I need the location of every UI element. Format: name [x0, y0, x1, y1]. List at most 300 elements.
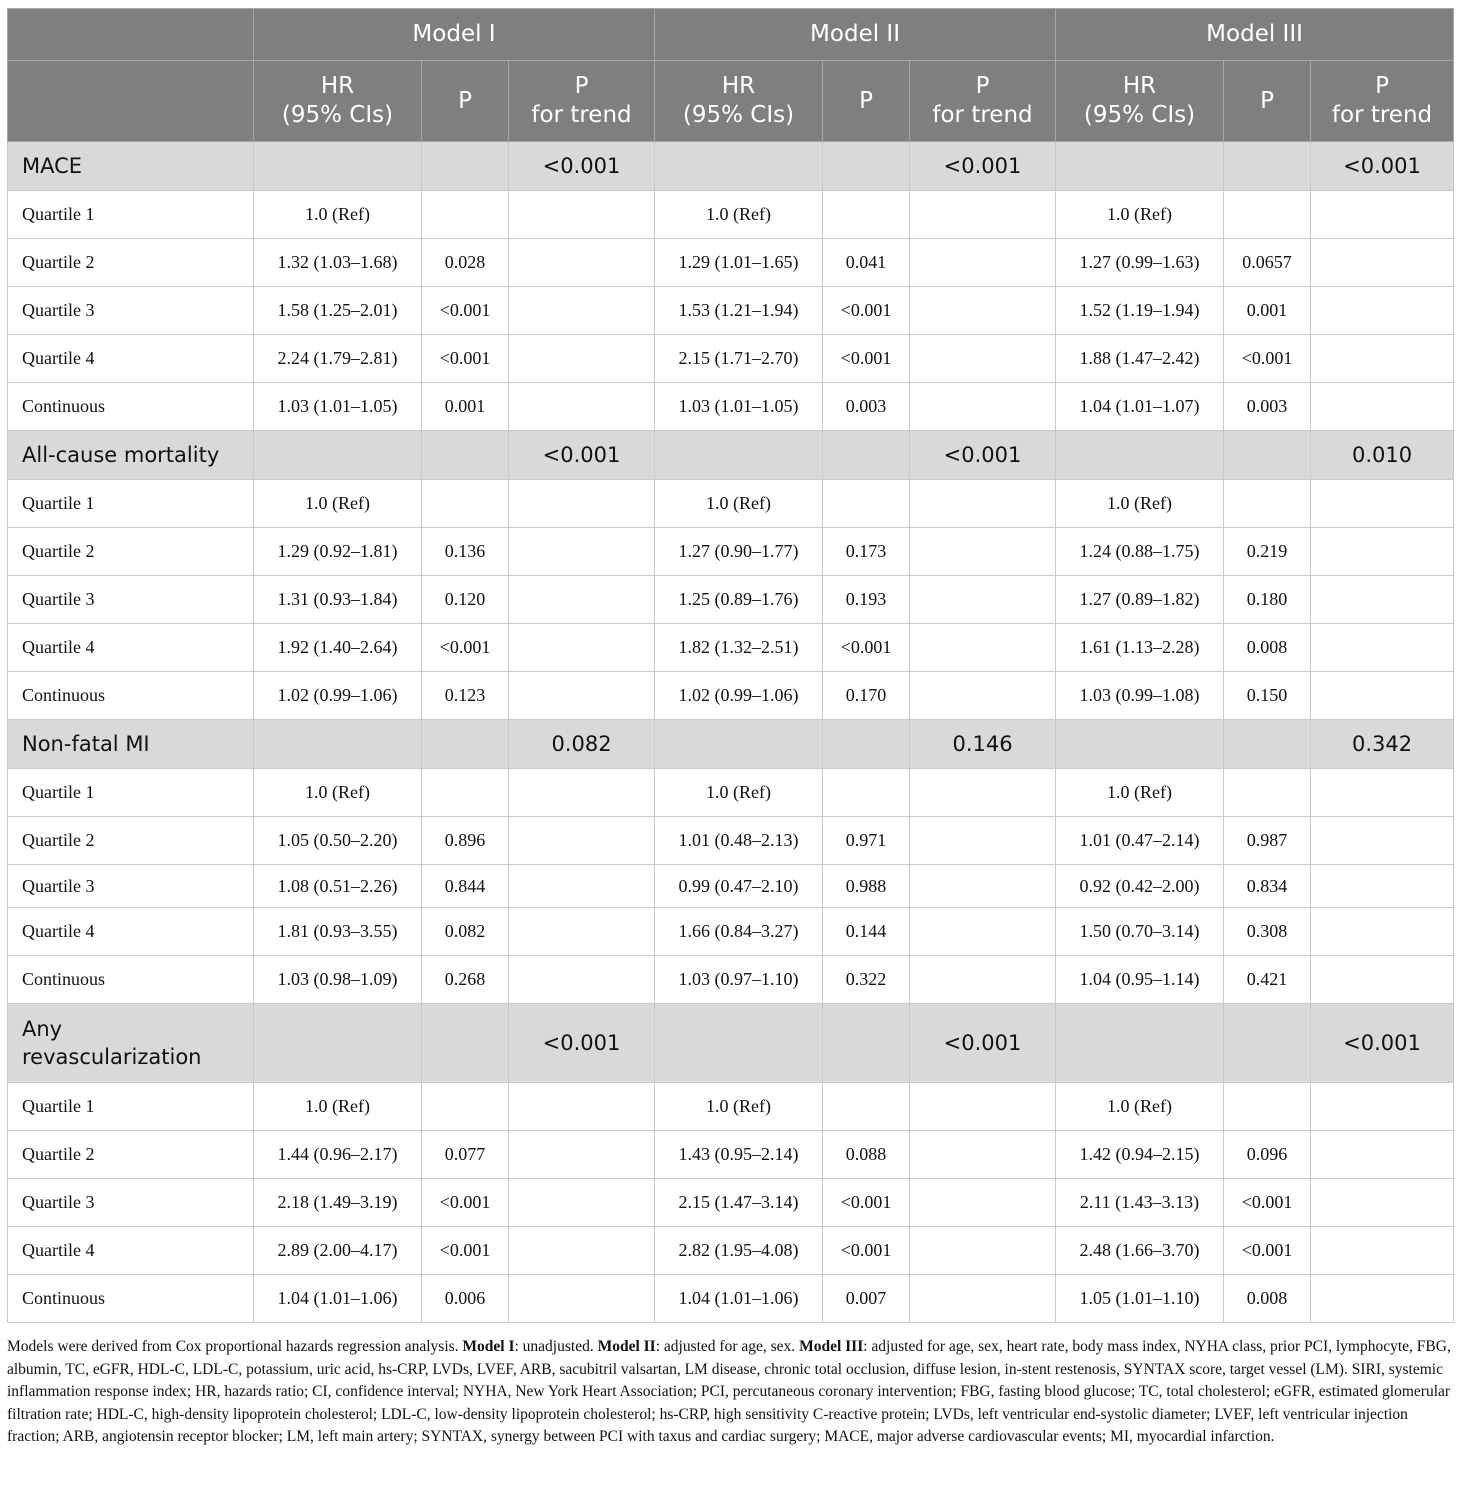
trend-empty-cell	[1311, 624, 1454, 672]
p-cell: 0.0657	[1224, 239, 1311, 287]
row-label: Continuous	[8, 1275, 254, 1323]
hr-cell: 1.04 (0.95–1.14)	[1056, 956, 1224, 1004]
hr-cell: 2.18 (1.49–3.19)	[254, 1179, 422, 1227]
p-cell: 0.136	[422, 528, 509, 576]
trend-empty-cell	[910, 528, 1056, 576]
row-label: Continuous	[8, 672, 254, 720]
trend-value: 0.342	[1311, 720, 1454, 769]
trend-empty-cell	[509, 769, 655, 817]
p-cell: 0.971	[823, 817, 910, 865]
hr-cell: 2.24 (1.79–2.81)	[254, 335, 422, 383]
trend-empty-cell	[509, 1131, 655, 1179]
hr-cell: 1.0 (Ref)	[254, 1083, 422, 1131]
table-row	[8, 576, 1454, 624]
hr-cell: 1.05 (0.50–2.20)	[254, 817, 422, 865]
header-model-2: Model II	[655, 9, 1056, 61]
trend-value: 0.146	[910, 720, 1056, 769]
trend-empty-cell	[1311, 528, 1454, 576]
p-cell: 0.082	[422, 908, 509, 956]
p-cell: <0.001	[823, 287, 910, 335]
trend-empty-cell	[509, 528, 655, 576]
trend-empty-cell	[509, 817, 655, 865]
table-row	[8, 865, 1454, 908]
p-cell: <0.001	[1224, 1227, 1311, 1275]
trend-empty-cell	[509, 576, 655, 624]
header-p: P	[422, 61, 509, 142]
p-cell: <0.001	[422, 1179, 509, 1227]
row-label: Quartile 1	[8, 480, 254, 528]
header-model-1: Model I	[254, 9, 655, 61]
trend-empty-cell	[509, 480, 655, 528]
row-label: Quartile 3	[8, 576, 254, 624]
table-row	[8, 956, 1454, 1004]
hr-cell: 1.0 (Ref)	[254, 191, 422, 239]
hr-cell: 1.52 (1.19–1.94)	[1056, 287, 1224, 335]
trend-value: 0.082	[509, 720, 655, 769]
table-row	[8, 383, 1454, 431]
p-cell	[823, 191, 910, 239]
hr-cell: 1.01 (0.48–2.13)	[655, 817, 823, 865]
section-empty-cell	[1224, 142, 1311, 191]
row-label: Quartile 3	[8, 287, 254, 335]
header-trend-line1: P	[975, 73, 990, 99]
hr-cell: 1.03 (0.98–1.09)	[254, 956, 422, 1004]
p-cell: <0.001	[1224, 1179, 1311, 1227]
trend-empty-cell	[1311, 576, 1454, 624]
trend-empty-cell	[910, 480, 1056, 528]
row-label: Quartile 2	[8, 239, 254, 287]
p-cell: <0.001	[823, 624, 910, 672]
hr-cell: 1.02 (0.99–1.06)	[254, 672, 422, 720]
p-cell: 0.001	[422, 383, 509, 431]
p-cell: <0.001	[422, 1227, 509, 1275]
trend-empty-cell	[509, 335, 655, 383]
trend-empty-cell	[1311, 383, 1454, 431]
row-label: Quartile 3	[8, 865, 254, 908]
section-title: Non-fatal MI	[8, 720, 254, 769]
trend-empty-cell	[1311, 1131, 1454, 1179]
hr-cell: 1.0 (Ref)	[655, 769, 823, 817]
trend-empty-cell	[1311, 672, 1454, 720]
hr-cell: 1.0 (Ref)	[655, 480, 823, 528]
section-empty-cell	[823, 142, 910, 191]
trend-empty-cell	[1311, 956, 1454, 1004]
section-row	[8, 1004, 1454, 1083]
row-label: Quartile 4	[8, 624, 254, 672]
p-cell: 0.987	[1224, 817, 1311, 865]
trend-empty-cell	[910, 191, 1056, 239]
hr-cell: 1.0 (Ref)	[1056, 1083, 1224, 1131]
trend-empty-cell	[910, 239, 1056, 287]
trend-empty-cell	[509, 624, 655, 672]
row-label: Quartile 2	[8, 528, 254, 576]
p-cell	[823, 1083, 910, 1131]
trend-empty-cell	[910, 576, 1056, 624]
p-cell	[1224, 480, 1311, 528]
trend-empty-cell	[910, 672, 1056, 720]
footnote	[7, 1336, 1453, 1449]
p-cell: 0.170	[823, 672, 910, 720]
trend-empty-cell	[509, 287, 655, 335]
trend-empty-cell	[509, 672, 655, 720]
header-trend-line2: for trend	[932, 102, 1033, 128]
table-row	[8, 1083, 1454, 1131]
p-cell: 0.173	[823, 528, 910, 576]
section-title: All-cause mortality	[8, 431, 254, 480]
hr-cell: 1.44 (0.96–2.17)	[254, 1131, 422, 1179]
header-hr	[1056, 61, 1224, 142]
trend-empty-cell	[1311, 239, 1454, 287]
footnote-intro: Models were derived from Cox proportional hazards regression analysis.	[7, 1338, 463, 1355]
p-cell: 0.193	[823, 576, 910, 624]
p-cell	[823, 480, 910, 528]
trend-empty-cell	[1311, 865, 1454, 908]
section-empty-cell	[1056, 142, 1224, 191]
p-cell: 0.007	[823, 1275, 910, 1323]
hr-cell: 1.61 (1.13–2.28)	[1056, 624, 1224, 672]
section-empty-cell	[1224, 720, 1311, 769]
p-cell: 0.322	[823, 956, 910, 1004]
hr-cell: 1.08 (0.51–2.26)	[254, 865, 422, 908]
header-trend	[1311, 61, 1454, 142]
row-label: Quartile 4	[8, 908, 254, 956]
footnote-model2-label: Model II	[597, 1338, 656, 1355]
row-label: Quartile 2	[8, 1131, 254, 1179]
p-cell: <0.001	[1224, 335, 1311, 383]
row-label: Quartile 1	[8, 769, 254, 817]
hr-cell: 2.11 (1.43–3.13)	[1056, 1179, 1224, 1227]
section-empty-cell	[1056, 720, 1224, 769]
hr-cell: 1.05 (1.01–1.10)	[1056, 1275, 1224, 1323]
trend-empty-cell	[910, 1131, 1056, 1179]
p-cell	[823, 769, 910, 817]
section-empty-cell	[422, 142, 509, 191]
trend-empty-cell	[910, 817, 1056, 865]
section-empty-cell	[823, 1004, 910, 1083]
section-row	[8, 142, 1454, 191]
hr-cell: 1.88 (1.47–2.42)	[1056, 335, 1224, 383]
results-table	[7, 8, 1454, 1323]
table-row	[8, 624, 1454, 672]
p-cell: <0.001	[823, 335, 910, 383]
row-label: Quartile 4	[8, 335, 254, 383]
hr-cell: 1.50 (0.70–3.14)	[1056, 908, 1224, 956]
p-cell: 0.003	[1224, 383, 1311, 431]
hr-cell: 2.15 (1.71–2.70)	[655, 335, 823, 383]
hr-cell: 0.99 (0.47–2.10)	[655, 865, 823, 908]
hr-cell: 1.66 (0.84–3.27)	[655, 908, 823, 956]
hr-cell: 1.27 (0.90–1.77)	[655, 528, 823, 576]
footnote-model1-label: Model I	[462, 1338, 515, 1355]
trend-empty-cell	[1311, 769, 1454, 817]
section-empty-cell	[823, 720, 910, 769]
header-trend-line1: P	[1375, 73, 1389, 99]
header-corner-2	[8, 61, 254, 142]
p-cell: <0.001	[823, 1227, 910, 1275]
table-row	[8, 1275, 1454, 1323]
hr-cell: 1.02 (0.99–1.06)	[655, 672, 823, 720]
trend-value: 0.010	[1311, 431, 1454, 480]
hr-cell: 1.03 (0.97–1.10)	[655, 956, 823, 1004]
row-label: Continuous	[8, 383, 254, 431]
row-label: Quartile 1	[8, 191, 254, 239]
hr-cell: 1.58 (1.25–2.01)	[254, 287, 422, 335]
section-empty-cell	[1224, 1004, 1311, 1083]
p-cell	[422, 769, 509, 817]
header-corner	[8, 9, 254, 61]
table-row	[8, 769, 1454, 817]
p-cell: 0.041	[823, 239, 910, 287]
p-cell: <0.001	[422, 287, 509, 335]
table-row	[8, 1179, 1454, 1227]
trend-empty-cell	[910, 335, 1056, 383]
p-cell: 0.077	[422, 1131, 509, 1179]
hr-cell: 1.27 (0.89–1.82)	[1056, 576, 1224, 624]
p-cell	[1224, 1083, 1311, 1131]
trend-empty-cell	[1311, 287, 1454, 335]
hr-cell: 2.82 (1.95–4.08)	[655, 1227, 823, 1275]
section-empty-cell	[1056, 1004, 1224, 1083]
hr-cell: 1.03 (1.01–1.05)	[655, 383, 823, 431]
hr-cell: 1.04 (1.01–1.07)	[1056, 383, 1224, 431]
trend-empty-cell	[910, 1275, 1056, 1323]
trend-empty-cell	[910, 1227, 1056, 1275]
table-row	[8, 287, 1454, 335]
trend-empty-cell	[1311, 817, 1454, 865]
hr-cell: 2.48 (1.66–3.70)	[1056, 1227, 1224, 1275]
header-model-3: Model III	[1056, 9, 1454, 61]
section-empty-cell	[655, 431, 823, 480]
trend-empty-cell	[910, 769, 1056, 817]
hr-cell: 1.04 (1.01–1.06)	[655, 1275, 823, 1323]
p-cell: 0.844	[422, 865, 509, 908]
trend-value: <0.001	[910, 142, 1056, 191]
trend-empty-cell	[1311, 191, 1454, 239]
footnote-model2-text: : adjusted for age, sex.	[655, 1338, 800, 1355]
header-trend	[910, 61, 1056, 142]
trend-empty-cell	[509, 1083, 655, 1131]
hr-cell: 1.0 (Ref)	[254, 480, 422, 528]
trend-empty-cell	[910, 624, 1056, 672]
trend-empty-cell	[509, 191, 655, 239]
p-cell: 0.006	[422, 1275, 509, 1323]
row-label: Quartile 2	[8, 817, 254, 865]
p-cell: 0.150	[1224, 672, 1311, 720]
header-trend	[509, 61, 655, 142]
trend-empty-cell	[910, 287, 1056, 335]
table-row	[8, 239, 1454, 287]
row-label: Continuous	[8, 956, 254, 1004]
trend-empty-cell	[1311, 908, 1454, 956]
header-hr-line2: (95% CIs)	[281, 102, 394, 128]
trend-value: <0.001	[910, 431, 1056, 480]
table-row	[8, 672, 1454, 720]
section-empty-cell	[1056, 431, 1224, 480]
p-cell: 0.988	[823, 865, 910, 908]
p-cell: 0.144	[823, 908, 910, 956]
trend-value: <0.001	[910, 1004, 1056, 1083]
trend-value: <0.001	[509, 431, 655, 480]
p-cell	[1224, 191, 1311, 239]
section-empty-cell	[823, 431, 910, 480]
hr-cell: 1.0 (Ref)	[254, 769, 422, 817]
hr-cell: 1.27 (0.99–1.63)	[1056, 239, 1224, 287]
hr-cell: 1.32 (1.03–1.68)	[254, 239, 422, 287]
hr-cell: 1.0 (Ref)	[1056, 480, 1224, 528]
hr-cell: 1.04 (1.01–1.06)	[254, 1275, 422, 1323]
trend-empty-cell	[509, 1179, 655, 1227]
section-empty-cell	[655, 1004, 823, 1083]
table-row	[8, 817, 1454, 865]
hr-cell: 1.0 (Ref)	[655, 1083, 823, 1131]
trend-empty-cell	[1311, 1275, 1454, 1323]
hr-cell: 1.25 (0.89–1.76)	[655, 576, 823, 624]
table-row	[8, 528, 1454, 576]
trend-empty-cell	[509, 908, 655, 956]
hr-cell: 1.82 (1.32–2.51)	[655, 624, 823, 672]
p-cell	[1224, 769, 1311, 817]
table-row	[8, 480, 1454, 528]
hr-cell: 1.0 (Ref)	[1056, 769, 1224, 817]
trend-value: <0.001	[1311, 1004, 1454, 1083]
footnote-model3-text: : adjusted for age, sex, heart rate, body mass index, NYHA class, prior PCI, lymphocyte, FBG, albumin, TC, eGFR, HDL-C, LDL-C, potassium, uric acid, hs-CRP, LVDs, LVEF, ARB, sacubitril valsartan, LM disease, chronic total occlusion, diffuse lesion, in-stent restenosis, SYNTAX score, target vessel (LM). SIRI, systemic inflammation response index; HR, hazards ratio; CI, confidence interval; NYHA, New York Heart Association; PCI, percutaneous coronary intervention; FBG, fasting blood glucose; TC, total cholesterol; eGFR, estimated glomerular filtration rate; HDL-C, high-density lipoprotein cholesterol; LDL-C, low-density lipoprotein cholesterol; hs-CRP, high sensitivity C-reactive protein; LVDs, left ventricular end-systolic diameter; LVEF, left ventricular injection fraction; ARB, angiotensin receptor blocker; LM, left main artery; SYNTAX, synergy between PCI with taxus and cardiac surgery; MACE, major adverse cardiovascular events; MI, myocardial infarction.	[7, 1338, 1451, 1445]
section-title: MACE	[8, 142, 254, 191]
table-row	[8, 335, 1454, 383]
p-cell: 0.219	[1224, 528, 1311, 576]
p-cell: 0.421	[1224, 956, 1311, 1004]
trend-empty-cell	[910, 1179, 1056, 1227]
trend-empty-cell	[509, 1275, 655, 1323]
p-cell	[422, 1083, 509, 1131]
header-row-models	[8, 9, 1454, 61]
table-row	[8, 908, 1454, 956]
header-hr	[254, 61, 422, 142]
trend-empty-cell	[1311, 1179, 1454, 1227]
hr-cell: 1.03 (0.99–1.08)	[1056, 672, 1224, 720]
table-body	[8, 142, 1454, 1323]
hr-cell: 1.81 (0.93–3.55)	[254, 908, 422, 956]
hr-cell: 1.43 (0.95–2.14)	[655, 1131, 823, 1179]
trend-value: <0.001	[509, 1004, 655, 1083]
p-cell	[422, 480, 509, 528]
section-empty-cell	[422, 1004, 509, 1083]
p-cell: <0.001	[823, 1179, 910, 1227]
section-empty-cell	[254, 720, 422, 769]
p-cell: 0.834	[1224, 865, 1311, 908]
p-cell: 0.308	[1224, 908, 1311, 956]
p-cell: 0.120	[422, 576, 509, 624]
p-cell: 0.123	[422, 672, 509, 720]
header-trend-line2: for trend	[1331, 102, 1433, 128]
hr-cell: 1.29 (0.92–1.81)	[254, 528, 422, 576]
header-hr-line1: HR	[721, 73, 756, 99]
trend-empty-cell	[509, 956, 655, 1004]
section-empty-cell	[1224, 431, 1311, 480]
section-empty-cell	[655, 720, 823, 769]
section-empty-cell	[254, 1004, 422, 1083]
trend-empty-cell	[509, 1227, 655, 1275]
row-label: Quartile 1	[8, 1083, 254, 1131]
section-title: Any revascularization	[8, 1004, 254, 1083]
footnote-model1-text: : unadjusted.	[514, 1338, 598, 1355]
hr-cell: 1.24 (0.88–1.75)	[1056, 528, 1224, 576]
header-hr	[655, 61, 823, 142]
p-cell: 0.268	[422, 956, 509, 1004]
trend-empty-cell	[509, 865, 655, 908]
table-row	[8, 1227, 1454, 1275]
table-row	[8, 191, 1454, 239]
p-cell: 0.088	[823, 1131, 910, 1179]
section-empty-cell	[422, 431, 509, 480]
trend-empty-cell	[509, 383, 655, 431]
header-hr-line1: HR	[1122, 73, 1157, 99]
p-cell	[422, 191, 509, 239]
trend-empty-cell	[910, 1083, 1056, 1131]
hr-cell: 1.42 (0.94–2.15)	[1056, 1131, 1224, 1179]
section-empty-cell	[254, 142, 422, 191]
hr-cell: 0.92 (0.42–2.00)	[1056, 865, 1224, 908]
section-empty-cell	[655, 142, 823, 191]
p-cell: 0.096	[1224, 1131, 1311, 1179]
trend-empty-cell	[1311, 1083, 1454, 1131]
trend-empty-cell	[910, 865, 1056, 908]
hr-cell: 1.01 (0.47–2.14)	[1056, 817, 1224, 865]
p-cell: 0.001	[1224, 287, 1311, 335]
header-hr-line2: (95% CIs)	[682, 102, 795, 128]
hr-cell: 1.29 (1.01–1.65)	[655, 239, 823, 287]
p-cell: 0.028	[422, 239, 509, 287]
trend-empty-cell	[1311, 480, 1454, 528]
hr-cell: 1.92 (1.40–2.64)	[254, 624, 422, 672]
p-cell: 0.180	[1224, 576, 1311, 624]
header-p: P	[1224, 61, 1311, 142]
header-hr-line2: (95% CIs)	[1083, 102, 1196, 128]
trend-empty-cell	[910, 383, 1056, 431]
p-cell: 0.008	[1224, 1275, 1311, 1323]
p-cell: 0.896	[422, 817, 509, 865]
hr-cell: 2.89 (2.00–4.17)	[254, 1227, 422, 1275]
p-cell: 0.008	[1224, 624, 1311, 672]
section-empty-cell	[254, 431, 422, 480]
trend-empty-cell	[1311, 335, 1454, 383]
footnote-model3-label: Model III	[799, 1338, 864, 1355]
trend-value: <0.001	[1311, 142, 1454, 191]
section-row	[8, 431, 1454, 480]
trend-value: <0.001	[509, 142, 655, 191]
table-row	[8, 1131, 1454, 1179]
hr-cell: 1.31 (0.93–1.84)	[254, 576, 422, 624]
trend-empty-cell	[910, 908, 1056, 956]
row-label: Quartile 3	[8, 1179, 254, 1227]
row-label: Quartile 4	[8, 1227, 254, 1275]
hr-cell: 1.0 (Ref)	[655, 191, 823, 239]
header-row-columns	[8, 61, 1454, 142]
section-empty-cell	[422, 720, 509, 769]
header-p: P	[823, 61, 910, 142]
hr-cell: 1.03 (1.01–1.05)	[254, 383, 422, 431]
trend-empty-cell	[509, 239, 655, 287]
header-trend-line2: for trend	[531, 102, 632, 128]
hr-cell: 1.0 (Ref)	[1056, 191, 1224, 239]
hr-cell: 1.53 (1.21–1.94)	[655, 287, 823, 335]
p-cell: <0.001	[422, 335, 509, 383]
hr-cell: 2.15 (1.47–3.14)	[655, 1179, 823, 1227]
header-hr-line1: HR	[320, 73, 355, 99]
trend-empty-cell	[1311, 1227, 1454, 1275]
p-cell: 0.003	[823, 383, 910, 431]
p-cell: <0.001	[422, 624, 509, 672]
trend-empty-cell	[910, 956, 1056, 1004]
